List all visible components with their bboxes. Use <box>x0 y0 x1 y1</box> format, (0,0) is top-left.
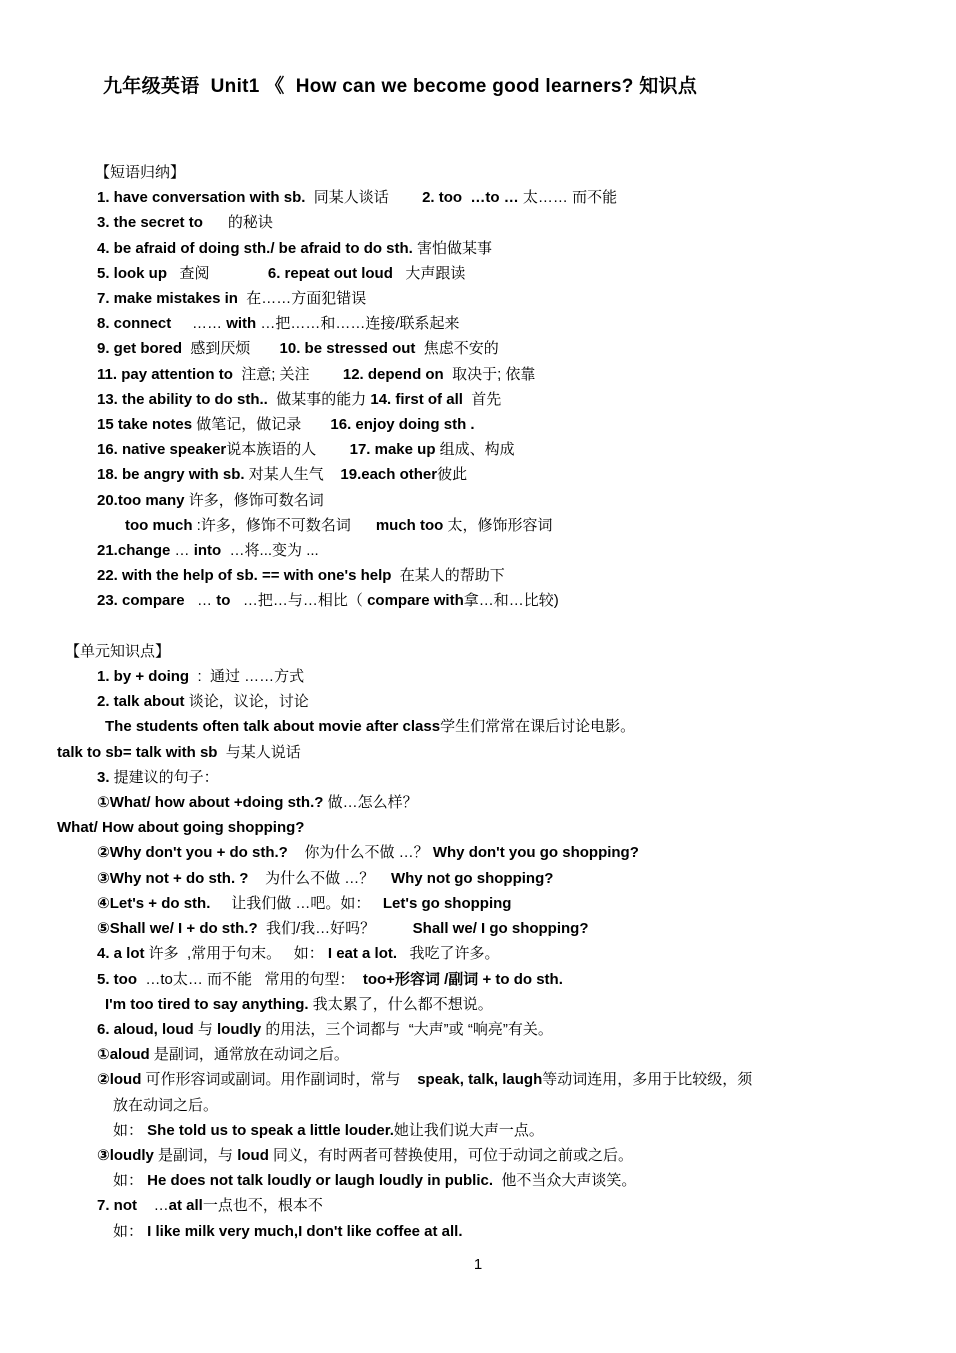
doc-text-segment: 查阅 <box>167 264 268 282</box>
doc-line <box>57 1193 947 1218</box>
doc-text-segment: 13. the ability to do sth.. <box>97 390 268 408</box>
doc-text-segment: 17. make up <box>349 441 436 459</box>
doc-text-segment: 焦虑不安的 <box>415 340 499 358</box>
doc-text-segment: 20.too many <box>97 491 185 509</box>
doc-text-segment: 感到厌烦 <box>182 340 280 358</box>
doc-text-segment: 拿…和…比较) <box>463 592 559 610</box>
doc-line <box>57 588 947 613</box>
doc-text-segment: ②Why don't you + do sth.? <box>97 844 288 862</box>
doc-text-segment: 的用法，三个词都与 “大声”或 “响亮”有关。 <box>261 1020 553 1038</box>
doc-line <box>57 1017 947 1042</box>
doc-text-segment: 12. depend on <box>342 365 444 383</box>
doc-line <box>57 236 947 261</box>
doc-line <box>57 1168 947 1193</box>
doc-text-segment: 做笔记，做记录 <box>192 416 331 434</box>
doc-text-segment: … <box>184 592 217 610</box>
doc-line <box>57 387 947 412</box>
doc-text-segment: 你为什么不做 …？ <box>287 844 433 862</box>
doc-text-segment: 5. too <box>97 970 137 988</box>
doc-text-segment: 太，修饰形容词 <box>443 516 553 534</box>
doc-text-segment: …to太… 而不能 常用的句型： <box>137 970 363 988</box>
document-body <box>57 160 947 1244</box>
doc-text-segment: 我吃了许多。 <box>397 945 500 963</box>
doc-line <box>57 336 947 361</box>
doc-text-segment: Why not go shopping? <box>390 869 554 887</box>
doc-text-segment: 8. connect <box>97 315 172 333</box>
doc-text-segment: into <box>193 542 222 560</box>
doc-line <box>57 614 947 639</box>
doc-text-segment: 4. a lot <box>97 945 145 963</box>
doc-text-segment: ⑤Shall we/ I + do sth.? <box>97 920 258 938</box>
doc-line <box>57 916 947 941</box>
doc-text-segment: 7. make mistakes in <box>97 290 238 308</box>
page-number-label: 1 <box>473 1256 483 1273</box>
doc-text-segment: 16. native speaker <box>97 441 227 459</box>
doc-text-segment: 5. look up <box>97 264 168 282</box>
doc-text-segment: 15 take notes <box>97 416 193 434</box>
doc-text-segment: ②loud <box>97 1071 142 1089</box>
doc-line <box>57 866 947 891</box>
doc-line <box>57 740 947 765</box>
doc-text-segment: 可作形容词或副词。用作副词时，常与 <box>141 1071 418 1089</box>
doc-text-segment: 的秘诀 <box>202 214 273 232</box>
doc-text-segment: 1. by + doing <box>97 668 190 686</box>
doc-text-segment: much too <box>375 516 444 534</box>
doc-line <box>57 1067 947 1092</box>
doc-line <box>57 261 947 286</box>
doc-text-segment: to <box>216 592 231 610</box>
doc-text-segment: 18. be angry with sb. <box>97 466 245 484</box>
document-title: 九年级英语 Unit1 《 How can we become good learners? 知识点 <box>103 76 698 97</box>
doc-text-segment: ③Why not + do sth. ? <box>97 869 249 887</box>
doc-text-segment: :许多，修饰不可数名词 <box>192 516 376 534</box>
doc-line <box>57 840 947 865</box>
doc-text-segment: ①aloud <box>97 1046 150 1064</box>
doc-text-segment: 学生们常常在课后讨论电影。 <box>440 718 636 736</box>
doc-text-segment: 注意; 关注 <box>232 365 343 383</box>
doc-text-segment: : 通过 ……方式 <box>189 668 305 686</box>
doc-text-segment: Let's go shopping <box>382 894 512 912</box>
doc-line <box>57 538 947 563</box>
doc-line <box>57 563 947 588</box>
doc-text-segment: 在……方面犯错误 <box>237 290 367 308</box>
doc-text-segment: 他不当众大声谈笑。 <box>493 1172 637 1190</box>
doc-text-segment: ④Let's + do sth. <box>97 894 211 912</box>
doc-text-segment: 在某人的帮助下 <box>391 567 505 585</box>
doc-text-segment: … <box>170 542 194 560</box>
doc-text-segment: 组成、构成 <box>435 441 515 459</box>
doc-text-segment: … <box>137 1197 169 1215</box>
doc-text-segment: 23. compare <box>97 592 185 610</box>
section-heading-phrases <box>57 160 947 185</box>
doc-text-segment: Shall we/ I go shopping? <box>412 920 589 938</box>
doc-text-segment: 10. be stressed out <box>279 340 416 358</box>
doc-text-segment: 2. talk about <box>97 693 185 711</box>
doc-text-segment: talk to sb= talk with sb <box>57 743 218 761</box>
doc-text-segment: 放在动词之后。 <box>113 1096 219 1114</box>
doc-line <box>57 1219 947 1244</box>
doc-text-segment: 与 <box>193 1020 218 1038</box>
doc-text-segment: 如： <box>113 1222 148 1240</box>
doc-line <box>57 815 947 840</box>
doc-text-segment: 大声跟读 <box>392 264 466 282</box>
doc-line <box>57 941 947 966</box>
doc-text-segment: I like milk very much,I don't like coffee at all. <box>147 1222 463 1240</box>
doc-text-segment: 3. <box>97 768 110 786</box>
doc-line <box>57 992 947 1017</box>
doc-line <box>57 513 947 538</box>
doc-text-segment: loudly <box>217 1020 262 1038</box>
doc-text-segment: too much <box>125 516 193 534</box>
doc-text-segment: …将...变为 ... <box>221 542 319 560</box>
doc-text-segment: 对某人生气 <box>244 466 341 484</box>
doc-line <box>57 1042 947 1067</box>
doc-line <box>57 1093 947 1118</box>
doc-text-segment: 我太累了，什么都不想说。 <box>308 995 493 1013</box>
doc-text-segment: 做…怎么样？ <box>323 794 418 812</box>
doc-text-segment: 1. have conversation with sb. <box>97 189 306 207</box>
doc-text-segment: 与某人说话 <box>217 743 301 761</box>
doc-text-segment: 如： <box>113 1121 148 1139</box>
doc-text-segment: ③loudly <box>97 1146 154 1164</box>
doc-text-segment: 21.change <box>97 542 171 560</box>
doc-text-segment: at all <box>168 1197 203 1215</box>
doc-line <box>57 714 947 739</box>
section-heading-knowledge <box>57 639 947 664</box>
doc-text-segment: 说本族语的人 <box>226 441 350 459</box>
doc-text-segment: I eat a lot. <box>327 945 398 963</box>
doc-line <box>57 488 947 513</box>
doc-text-segment: 22. with the help of sb. == with one's help <box>97 567 392 585</box>
doc-text-segment: 6. repeat out loud <box>267 264 393 282</box>
doc-text-segment: …… <box>171 315 223 333</box>
doc-line <box>57 689 947 714</box>
doc-text-segment: 4. be afraid of doing sth./ be afraid to do sth. <box>97 239 418 257</box>
doc-text-segment: Why don't you go shopping? <box>432 844 639 862</box>
doc-text-segment: 做某事的能力 <box>267 390 371 408</box>
doc-text-segment: …把…与…相比（ <box>230 592 368 610</box>
doc-text-segment: 是副词，通常放在动词之后。 <box>149 1046 349 1064</box>
doc-text-segment: What/ How about going shopping? <box>57 819 305 837</box>
doc-text-segment: 9. get bored <box>97 340 183 358</box>
doc-text-segment: 她让我们说大声一点。 <box>393 1121 544 1139</box>
doc-text-segment: compare with <box>367 592 464 610</box>
doc-text-segment: 首先 <box>462 390 502 408</box>
doc-text-segment: 为什么不做 …？ <box>248 869 391 887</box>
doc-line <box>57 437 947 462</box>
doc-text-segment: 11. pay attention to <box>97 365 233 383</box>
doc-text-segment: 同义，有时两者可替换使用，可位于动词之前或之后。 <box>268 1146 634 1164</box>
doc-text-segment: 提建议的句子： <box>109 768 219 786</box>
doc-line <box>57 286 947 311</box>
doc-text-segment: 19.each other <box>340 466 438 484</box>
doc-text-segment: 等动词连用，多用于比较级，须 <box>542 1071 753 1089</box>
doc-line <box>57 664 947 689</box>
doc-line <box>57 462 947 487</box>
doc-text-segment: The students often talk about movie after class <box>105 718 441 736</box>
doc-line <box>57 311 947 336</box>
doc-text-segment: with <box>222 315 261 333</box>
doc-line <box>57 185 947 210</box>
doc-text-segment: He does not talk loudly or laugh loudly in public. <box>147 1172 494 1190</box>
doc-text-segment: loud <box>237 1146 269 1164</box>
doc-line <box>57 362 947 387</box>
doc-text-segment: 我们/我…好吗？ <box>257 920 413 938</box>
doc-line <box>57 967 947 992</box>
doc-text-segment: 是副词，与 <box>153 1146 238 1164</box>
doc-line <box>57 1143 947 1168</box>
doc-text-segment: 让我们做 …吧。如： <box>210 894 383 912</box>
doc-text-segment: 【单元知识点】 <box>65 642 171 660</box>
doc-line <box>57 1118 947 1143</box>
doc-text-segment: 7. not <box>97 1197 137 1215</box>
doc-text-segment: 6. aloud, loud <box>97 1020 194 1038</box>
doc-line <box>57 891 947 916</box>
doc-text-segment: 太…… 而不能 <box>522 189 618 207</box>
doc-text-segment: ①What/ how about +doing sth.? <box>97 794 324 812</box>
doc-text-segment: She told us to speak a little louder. <box>147 1121 394 1139</box>
doc-line <box>57 412 947 437</box>
doc-line <box>57 765 947 790</box>
doc-text-segment: too+形容词 /副词 + to do sth. <box>362 970 563 988</box>
doc-text-segment: 如： <box>113 1172 148 1190</box>
doc-text-segment: 害怕做某事 <box>417 239 493 257</box>
doc-text-segment: speak, talk, laugh <box>417 1071 543 1089</box>
doc-text-segment: 许多 ,常用于句末。 如： <box>144 945 328 963</box>
doc-text-segment: 【短语归纳】 <box>95 164 186 181</box>
doc-text-segment: 14. first of all <box>370 390 463 408</box>
doc-line <box>57 210 947 235</box>
doc-text-segment: 16. enjoy doing sth . <box>330 416 475 434</box>
doc-text-segment: I'm too tired to say anything. <box>105 995 309 1013</box>
doc-text-segment: 一点也不，根本不 <box>202 1197 323 1215</box>
doc-text-segment: 取决于; 依靠 <box>443 365 536 383</box>
doc-text-segment: 彼此 <box>437 466 468 484</box>
doc-text-segment: 许多，修饰可数名词 <box>184 491 324 509</box>
doc-text-segment: 2. too …to … <box>422 189 523 207</box>
doc-line <box>57 790 947 815</box>
doc-text-segment: 3. the secret to <box>97 214 203 232</box>
doc-text-segment: 谈论，议论，讨论 <box>184 693 309 711</box>
doc-text-segment: 同某人谈话 <box>305 189 423 207</box>
doc-text-segment: …把……和……连接/联系起来 <box>260 315 460 333</box>
